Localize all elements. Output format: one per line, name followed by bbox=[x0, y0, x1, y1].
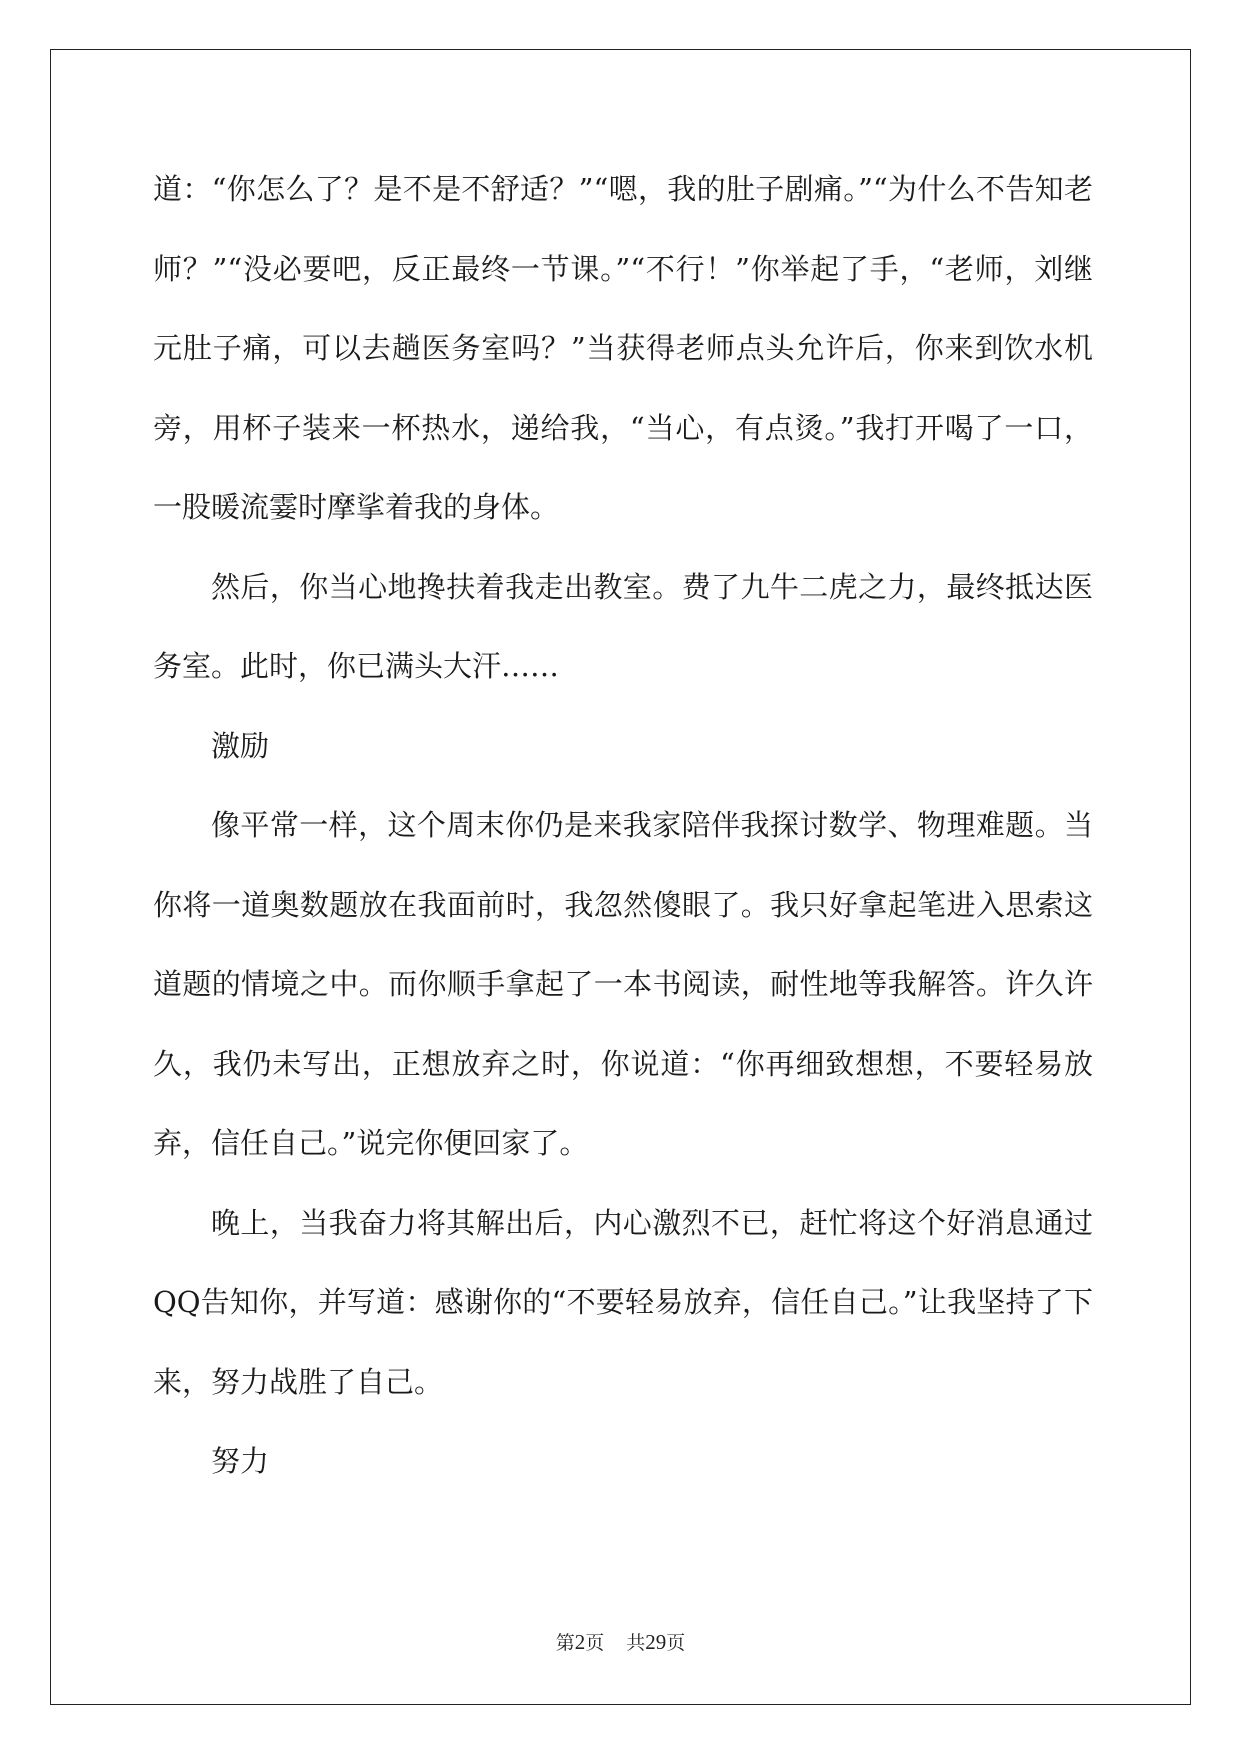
section-heading-effort: 努力 bbox=[211, 1444, 270, 1478]
paragraph-2: 然后，你当心地搀扶着我走出教室。费了九牛二虎之力，最终抵达医务室。此时，你已满头大汗…… bbox=[153, 569, 1093, 683]
page-suffix: 页 bbox=[585, 1632, 605, 1654]
paragraph-3: 像平常一样，这个周末你仍是来我家陪伴我探讨数学、物理难题。当你将一道奥数题放在我面前时，我忽然傻眼了。我只好拿起笔进入思索这道题的情境之中。而你顺手拿起了一本书阅读，耐性地等我解答。许久许久，我仍未写出，正想放弃之时，你说道：“你再细致想想，不要轻易放弃，信任自己。”说完你便回家了。 bbox=[153, 808, 1093, 1160]
document-body bbox=[153, 150, 1093, 1502]
page-current: 2 bbox=[574, 1630, 586, 1654]
paragraph-4: 晚上，当我奋力将其解出后，内心激烈不已，赶忙将这个好消息通过QQ告知你，并写道：感谢你的“不要轻易放弃，信任自己。”让我坚持了下来，努力战胜了自己。 bbox=[153, 1205, 1093, 1399]
paragraph-1: 道：“你怎么了？是不是不舒适？”“嗯，我的肚子剧痛。”“为什么不告知老师？”“没必要吧，反正最终一节课。”“不行！”你举起了手，“老师，刘继元肚子痛，可以去趟医务室吗？”当获得老师点头允许后，你来到饮水机旁，用杯子装来一杯热水，递给我，“当心，有点烫。”我打开喝了一口，一股暖流霎时摩挲着我的身体。 bbox=[153, 172, 1093, 524]
page-footer bbox=[0, 1628, 1241, 1655]
total-suffix: 页 bbox=[666, 1632, 686, 1654]
page-prefix: 第 bbox=[555, 1632, 575, 1654]
page-total: 29 bbox=[645, 1630, 667, 1654]
total-prefix: 共 bbox=[626, 1632, 646, 1654]
section-heading-encouragement: 激励 bbox=[211, 728, 270, 763]
